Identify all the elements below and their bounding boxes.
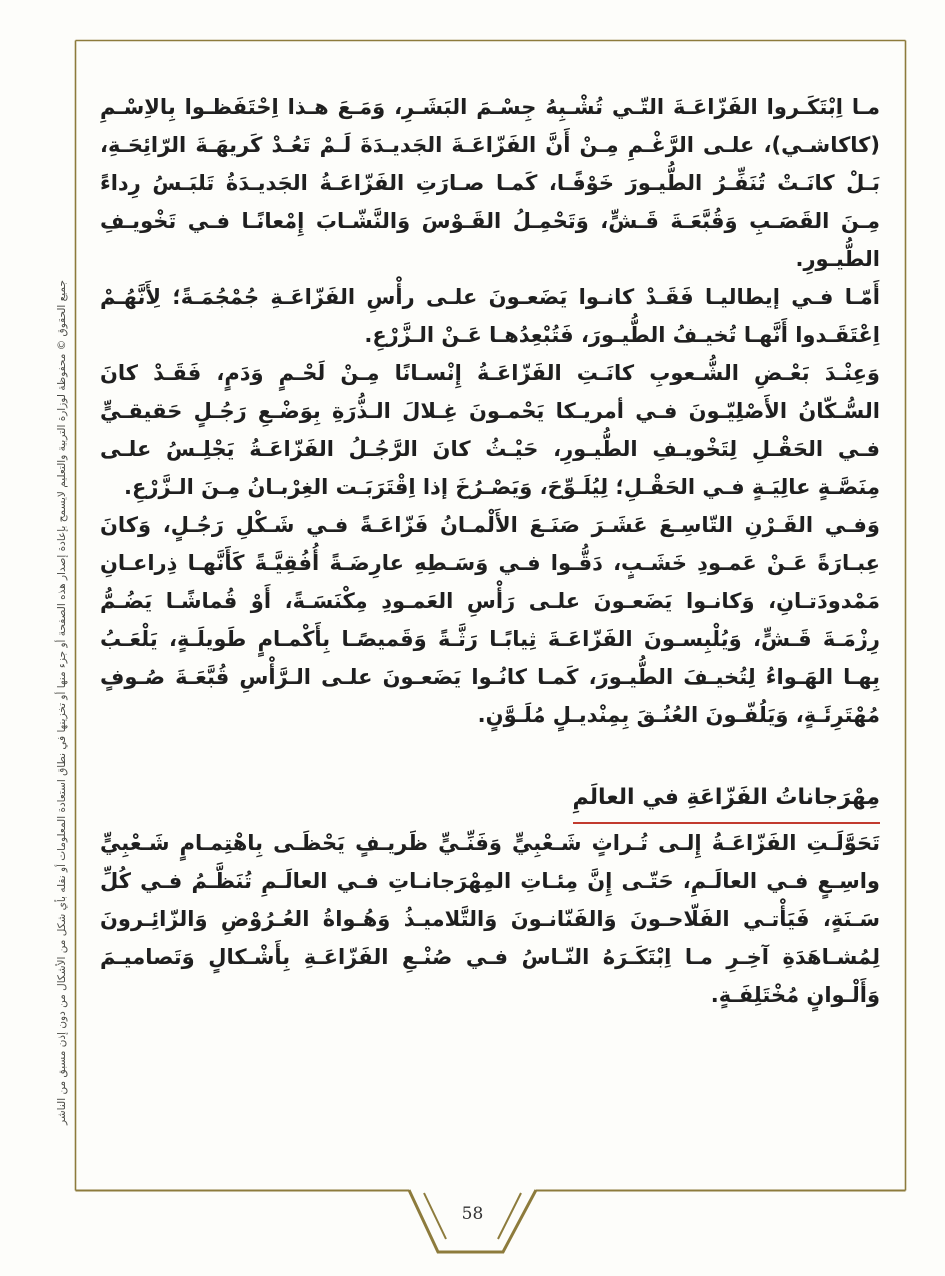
body-paragraph-2: أَمّـا فـي إيطاليـا فَقَـدْ كانـوا يَضَعـونَ علـى رأْسِ الفَزّاعَـةِ جُمْجُمَـةً؛ لِأَنَّهُـمْ اِعْتَقَـدوا أَنَّهـا تُخيـفُ الطُّيـورَ، فَتُبْعِدُهـا عَـنْ الـزَّرْعِ. [100,285,880,347]
body-paragraph-3: وَعِنْـدَ بَعْـضِ الشُّـعوبِ كانَـتِ الفَزّاعَـةُ إِنْسـانًا مِـنْ لَحْـمٍ وَدَمٍ، فَقَـدْ كانَ السُّـكّانُ الأَصْلِيّـونَ فـي أمريـكا يَحْمـونَ غِـلالَ الـذُّرَةِ بِوَضْـعِ رَجُـلٍ حَقيقـيٍّ فـي الحَقْـلِ لِتَخْويـفِ الطُّيـورِ، حَيْـثُ كانَ الرَّجُـلُ الفَزّاعَـةُ يَجْلِـسُ علـى مِنَصَّـةٍ عالِيَـةٍ فـي الحَقْـلِ؛ لِيُلَـوِّحَ، وَيَصْـرُخَ إذا اِقْتَرَبَـت الغِرْبـانُ مِـنَ الـزَّرْعِ. [100,361,880,499]
body-paragraph-4: وَفـي القَـرْنِ التّاسِـعَ عَشَـرَ صَنَـعَ الأَلْمـانُ فَزّاعَـةً فـي شَـكْلِ رَجُـلٍ، وَكانَ عِبـارَةً عَـنْ عَمـودِ خَشَـبٍ، دَقُّـوا فـي وَسَـطِهِ عارِضَـةً أُفُقِيَّـةً كَأَنَّهـا ذِراعـانِ مَمْدودَتـانِ، وَكانـوا يَضَعـونَ علـى رَأْسِ العَمـودِ مِكْنَسَـةً، أَوْ قُماشًـا يَضُـمُّ رِزْمَـةَ قَـشٍّ، وَيُلْبِسـونَ الفَزّاعَـةَ ثِيابًـا رَثَّـةً وَقَميصًـا بِأَكْمـامٍ طَويلَـةٍ، يَلْعَـبُ بِهـا الهَـواءُ لِتُخيـفَ الطُّيـورَ، كَمـا كانُـوا يَضَعـونَ علـى الـرَّأْسِ قُبَّعَـةَ صُـوفٍ مُهْتَرِئَـةٍ، وَيَلُفّـونَ العُنُـقَ بِمِنْديـلٍ مُلَـوَّنٍ. [100,513,880,727]
section-heading: مِهْرَجاناتُ الفَزّاعَةِ في العالَمِ [573,779,880,824]
body-text [100,88,880,1014]
section-heading-row [100,778,880,824]
section-paragraph-1: تَحَوَّلَـتِ الفَزّاعَـةُ إِلـى تُـراثٍ شَـعْبِيٍّ وَفَنِّـيٍّ ظَريـفٍ يَحْظَـى بِاهْتِمـامٍ شَـعْبِيٍّ واسِـعٍ فـي العالَـمِ، حَتّـى إِنَّ مِئـاتِ المِهْرَجانـاتِ فـي العالَـمِ تُنَظَّـمُ فـي كُلِّ سَـنَةٍ، فَيَأْتـي الفَلّاحـونَ وَالفَنّانـونَ وَالتَّلاميـذُ وَهُـواةُ العُـرُوْضِ وَالزّائِـرونَ لِمُشـاهَدَةِ آخِـرِ مـا اِبْتَكَـرَهُ النّـاسُ فـي صُنْـعِ الفَزّاعَـةِ بِأَشْـكالٍ وَتَصاميـمَ وَأَلْـوانٍ مُخْتَلِفَـةٍ. [100,831,880,1007]
body-paragraph-1: مـا اِبْتَكَـروا الفَزّاعَـةَ التّـي تُشْـبِهُ جِسْـمَ البَشَـرِ، وَمَـعَ هـذا اِحْتَفَظـوا بِالاِسْـمِ (كاكاشـي)، علـى الرَّغْـمِ مِـنْ أَنَّ الفَزّاعَـةَ الجَديـدَةَ لَـمْ تَعُـدْ كَريهَـةَ الرّائِحَـةِ، بَـلْ كانَـتْ تُنَفِّـرُ الطُّيـورَ خَوْفًـا، كَمـا صـارَتِ الفَزّاعَـةُ الجَديـدَةُ تَلبَـسُ رِداءً مِـنَ القَصَـبِ وَقُبَّعَـةَ قَـشٍّ، وَتَحْمِـلُ القَـوْسَ وَالنَّشّـابَ إِمْعانًـا فـي تَخْويـفِ الطُّيـورِ. [100,95,880,271]
page-number: 58 [461,1204,484,1224]
copyright-sidebar-text: جميع الحقوق © محفوظة لوزارة التربية والتعليم لايسمح بإعادة إصدار هذه الصفحة أو جزء منها أو تخزينها في نطاق استعادة المعلومات أو نقله بأي شكل من الأشكال من دون إذن مسبق من الناشر [56,280,68,1125]
